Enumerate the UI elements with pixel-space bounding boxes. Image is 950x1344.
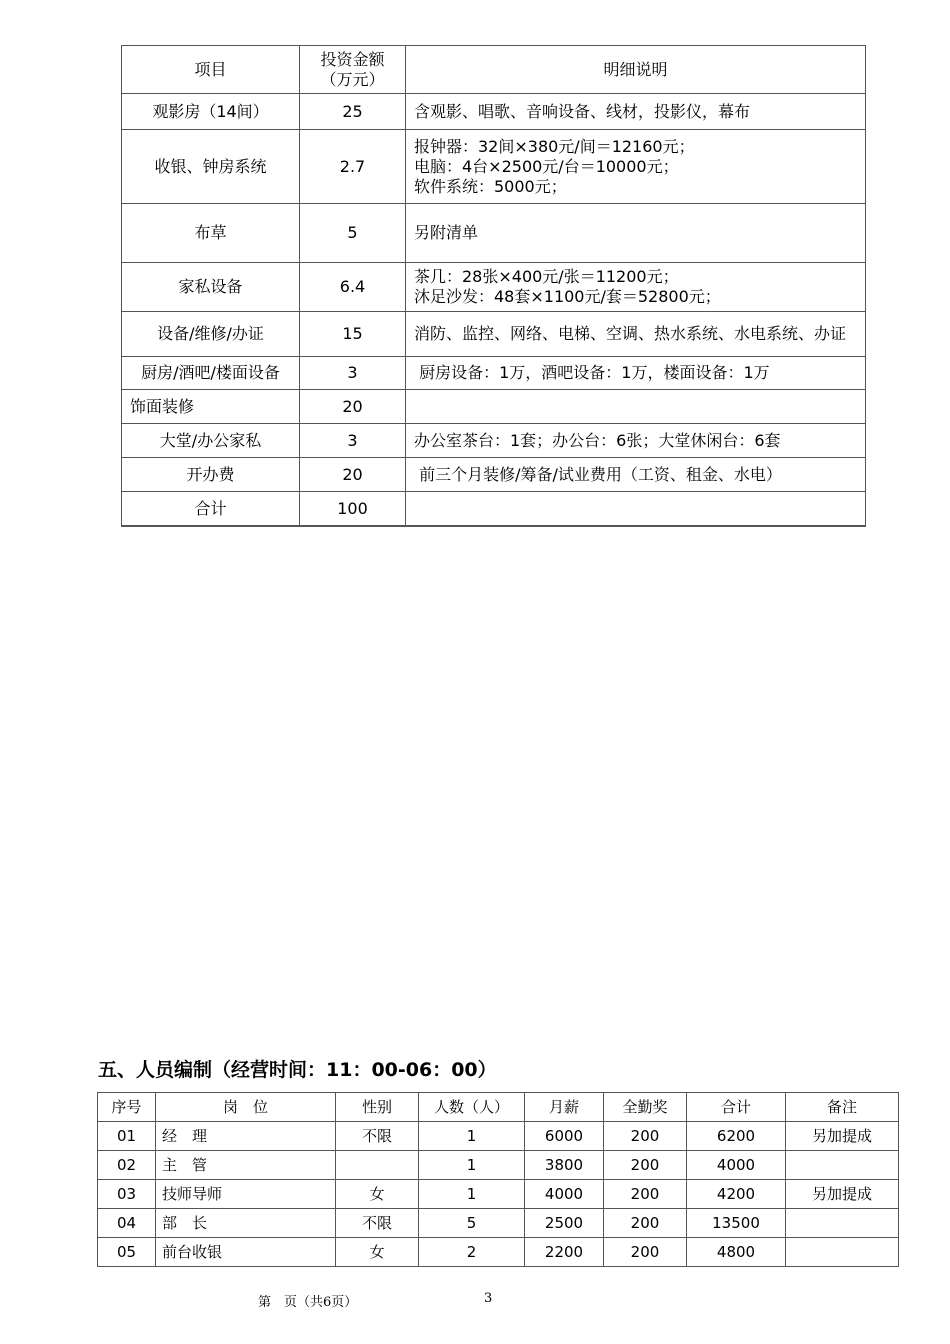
page-count-label: 第 页（共6页）: [258, 1295, 358, 1310]
section-title: 五、人员编制（经营时间：11：00-06：00）: [98, 1059, 497, 1081]
details-cell: [406, 458, 866, 492]
amount-cell: 6.4: [300, 263, 406, 312]
table-row: [122, 357, 866, 390]
table-cell: 另加提成: [786, 1180, 899, 1209]
table-cell: 2500: [525, 1209, 604, 1238]
column-header: 合计: [687, 1093, 786, 1122]
details-line: 报钟器：32间×380元/间＝12160元；: [414, 136, 695, 156]
item-cell: 设备/维修/办证: [122, 312, 300, 357]
details-cell: [406, 357, 866, 390]
table-cell: 前台收银: [156, 1238, 336, 1267]
amount-cell: [300, 526, 406, 527]
table-cell: 04: [98, 1209, 156, 1238]
table-cell: 200: [604, 1180, 687, 1209]
amount-cell: 5: [300, 204, 406, 263]
item-cell: 观影房（14间）: [122, 94, 300, 130]
amount-cell: 100: [300, 492, 406, 526]
details-line: 软件系统：5000元；: [414, 176, 567, 196]
column-header: 人数（人）: [419, 1093, 525, 1122]
table-cell: 200: [604, 1238, 687, 1267]
table-row: [122, 526, 866, 527]
amount-cell: 20: [300, 390, 406, 424]
table-row: [98, 1238, 899, 1267]
amount-cell: 3: [300, 424, 406, 458]
details-cell: [406, 130, 866, 204]
details-cell: [406, 424, 866, 458]
table-row: [122, 424, 866, 458]
table-row: [122, 312, 866, 357]
details-cell: [406, 312, 866, 357]
column-header: 投资金额（万元）: [300, 46, 406, 94]
table-cell: 4000: [687, 1151, 786, 1180]
item-cell: 大堂/办公家私: [122, 424, 300, 458]
table-cell: 01: [98, 1122, 156, 1151]
table-cell: 女: [336, 1180, 419, 1209]
details-cell: [406, 492, 866, 526]
table-row: [98, 1209, 899, 1238]
table-row: [98, 1180, 899, 1209]
table-cell: 6000: [525, 1122, 604, 1151]
column-header: 月薪: [525, 1093, 604, 1122]
column-header: 岗 位: [156, 1093, 336, 1122]
table-cell: [336, 1151, 419, 1180]
details-line: 厨房设备：1万，酒吧设备：1万，楼面设备：1万: [414, 363, 770, 382]
details-line: 沐足沙发：48套×1100元/套＝52800元；: [414, 287, 721, 306]
column-header: 项目: [122, 46, 300, 94]
table-cell: 2200: [525, 1238, 604, 1267]
details-cell: [406, 263, 866, 312]
details-line: 另附清单: [414, 223, 479, 242]
table-cell: 13500: [687, 1209, 786, 1238]
table-cell: 部 长: [156, 1209, 336, 1238]
details-cell: [406, 526, 866, 527]
staff-table: [97, 1092, 899, 1267]
table-cell: 200: [604, 1122, 687, 1151]
table-cell: 女: [336, 1238, 419, 1267]
details-line: 办公室茶台：1套；办公台：6张；大堂休闲台：6套: [414, 430, 781, 450]
table-row: [122, 492, 866, 526]
table-cell: 不限: [336, 1209, 419, 1238]
table-cell: [786, 1238, 899, 1267]
item-cell: 布草: [122, 204, 300, 263]
item-cell: 收银、钟房系统: [122, 130, 300, 204]
details-cell: [406, 204, 866, 263]
details-line: 茶几：28张×400元/张＝11200元；: [414, 267, 679, 286]
table-row: [122, 204, 866, 263]
amount-cell: 25: [300, 94, 406, 130]
table-cell: 1: [419, 1151, 525, 1180]
details-line: 含观影、唱歌、音响设备、线材，投影仪，幕布: [414, 101, 751, 121]
table-row: [122, 390, 866, 424]
details-cell: [406, 390, 866, 424]
table-cell: 200: [604, 1209, 687, 1238]
table-cell: 另加提成: [786, 1122, 899, 1151]
header-row: [122, 46, 866, 94]
table-cell: 主 管: [156, 1151, 336, 1180]
details-line: 前三个月装修/筹备/试业费用（工资、租金、水电）: [414, 464, 782, 484]
column-header: 性别: [336, 1093, 419, 1122]
table-row: [122, 94, 866, 130]
investment-table: [121, 45, 866, 527]
details-line: 电脑：4台×2500元/台＝10000元；: [414, 156, 679, 176]
table-row: [98, 1122, 899, 1151]
table-row: [122, 130, 866, 204]
table-cell: [786, 1209, 899, 1238]
table-cell: 6200: [687, 1122, 786, 1151]
amount-cell: 2.7: [300, 130, 406, 204]
table-cell: 不限: [336, 1122, 419, 1151]
amount-cell: 20: [300, 458, 406, 492]
item-cell: 厨房/酒吧/楼面设备: [122, 357, 300, 390]
amount-cell: 3: [300, 357, 406, 390]
header-row: [98, 1093, 899, 1122]
details-cell: [406, 94, 866, 130]
table-cell: 经 理: [156, 1122, 336, 1151]
page-number: 3: [484, 1291, 493, 1306]
column-header: 明细说明: [406, 46, 866, 94]
item-cell: 开办费: [122, 458, 300, 492]
table-cell: 03: [98, 1180, 156, 1209]
item-cell: 饰面装修: [122, 390, 300, 424]
table-cell: 4800: [687, 1238, 786, 1267]
table-row: [122, 458, 866, 492]
table-cell: 1: [419, 1122, 525, 1151]
table-cell: 4000: [525, 1180, 604, 1209]
table-row: [98, 1151, 899, 1180]
item-cell: 合计: [122, 492, 300, 526]
table-cell: 02: [98, 1151, 156, 1180]
item-cell: 家私设备: [122, 263, 300, 312]
table-cell: 技师导师: [156, 1180, 336, 1209]
table-cell: 3800: [525, 1151, 604, 1180]
table-cell: 1: [419, 1180, 525, 1209]
details-line: 消防、监控、网络、电梯、空调、热水系统、水电系统、办证: [414, 324, 847, 343]
table-row: [122, 263, 866, 312]
item-cell: [122, 526, 300, 527]
table-cell: 2: [419, 1238, 525, 1267]
amount-cell: 15: [300, 312, 406, 357]
table-cell: 5: [419, 1209, 525, 1238]
table-cell: 200: [604, 1151, 687, 1180]
column-header: 全勤奖: [604, 1093, 687, 1122]
table-cell: 4200: [687, 1180, 786, 1209]
table-cell: 05: [98, 1238, 156, 1267]
table-cell: [786, 1151, 899, 1180]
column-header: 序号: [98, 1093, 156, 1122]
column-header: 备注: [786, 1093, 899, 1122]
